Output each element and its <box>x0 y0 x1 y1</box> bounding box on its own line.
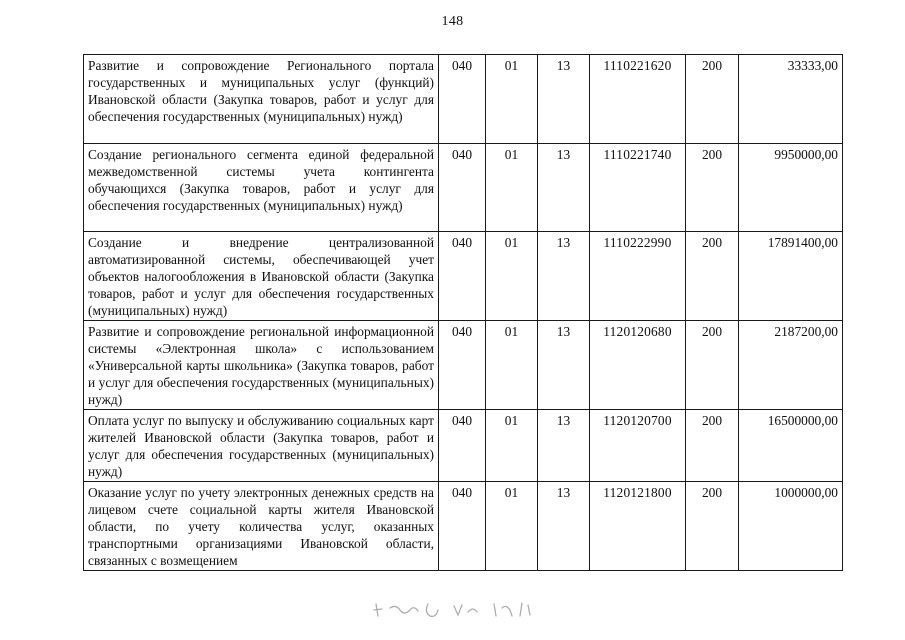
row-csr: 1110222990 <box>590 232 686 321</box>
row-sum: 16500000,00 <box>739 410 843 482</box>
page-number: 148 <box>441 14 464 29</box>
table-row <box>84 410 843 482</box>
row-podrazdel: 13 <box>538 321 590 410</box>
row-podrazdel: 13 <box>538 482 590 571</box>
row-sum: 17891400,00 <box>739 232 843 321</box>
table-row <box>84 482 843 571</box>
row-razdel: 01 <box>486 321 538 410</box>
row-razdel: 01 <box>486 410 538 482</box>
row-name: Создание регионального сегмента единой федеральной межведомственной системы учета контингента обучающихся (Закупка товаров, работ и услуг для обеспечения государственных (муниципальных) нужд) <box>84 144 439 232</box>
row-name: Развитие и сопровождение Регионального портала государственных и муниципальных услуг (функций) Ивановской области (Закупка товаров, работ и услуг для обеспечения государственных (муниципальных) нужд) <box>84 55 439 144</box>
row-razdel: 01 <box>486 482 538 571</box>
row-vr: 200 <box>686 55 739 144</box>
row-grbs: 040 <box>439 410 486 482</box>
row-name: Создание и внедрение централизованной автоматизированной системы, обеспечивающей учет объектов налогообложения в Ивановской области (Закупка товаров, работ и услуг для обеспечения государственных (муниципальных) нужд) <box>84 232 439 321</box>
table-row <box>84 232 843 321</box>
row-name: Развитие и сопровождение региональной информационной системы «Электронная школа» с использованием «Универсальной карты школьника» (Закупка товаров, работ и услуг для обеспечения государственных (муниципальных) нужд) <box>84 321 439 410</box>
row-csr: 1120120680 <box>590 321 686 410</box>
row-sum: 33333,00 <box>739 55 843 144</box>
row-csr: 1110221620 <box>590 55 686 144</box>
row-vr: 200 <box>686 482 739 571</box>
table-row <box>84 321 843 410</box>
row-vr: 200 <box>686 144 739 232</box>
row-razdel: 01 <box>486 55 538 144</box>
row-podrazdel: 13 <box>538 410 590 482</box>
row-csr: 1120120700 <box>590 410 686 482</box>
table-row <box>84 144 843 232</box>
row-podrazdel: 13 <box>538 144 590 232</box>
row-grbs: 040 <box>439 482 486 571</box>
row-sum: 1000000,00 <box>739 482 843 571</box>
row-razdel: 01 <box>486 144 538 232</box>
table-row <box>84 55 843 144</box>
row-vr: 200 <box>686 321 739 410</box>
faded-stamp-mark <box>370 598 540 620</box>
row-grbs: 040 <box>439 321 486 410</box>
row-csr: 1110221740 <box>590 144 686 232</box>
row-razdel: 01 <box>486 232 538 321</box>
row-name: Оплата услуг по выпуску и обслуживанию социальных карт жителей Ивановской области (Закупка товаров, работ и услуг для обеспечения государственных (муниципальных) нужд) <box>84 410 439 482</box>
row-grbs: 040 <box>439 55 486 144</box>
row-sum: 2187200,00 <box>739 321 843 410</box>
row-podrazdel: 13 <box>538 232 590 321</box>
row-podrazdel: 13 <box>538 55 590 144</box>
row-grbs: 040 <box>439 144 486 232</box>
budget-table-body <box>84 55 843 571</box>
budget-table <box>83 54 843 571</box>
row-name: Оказание услуг по учету электронных денежных средств на лицевом счете социальной карты жителя Ивановской области, по учету количества услуг, оказанных транспортными организациями Ивановской области, связанных с возмещением <box>84 482 439 571</box>
row-vr: 200 <box>686 410 739 482</box>
row-grbs: 040 <box>439 232 486 321</box>
row-csr: 1120121800 <box>590 482 686 571</box>
row-sum: 9950000,00 <box>739 144 843 232</box>
row-vr: 200 <box>686 232 739 321</box>
